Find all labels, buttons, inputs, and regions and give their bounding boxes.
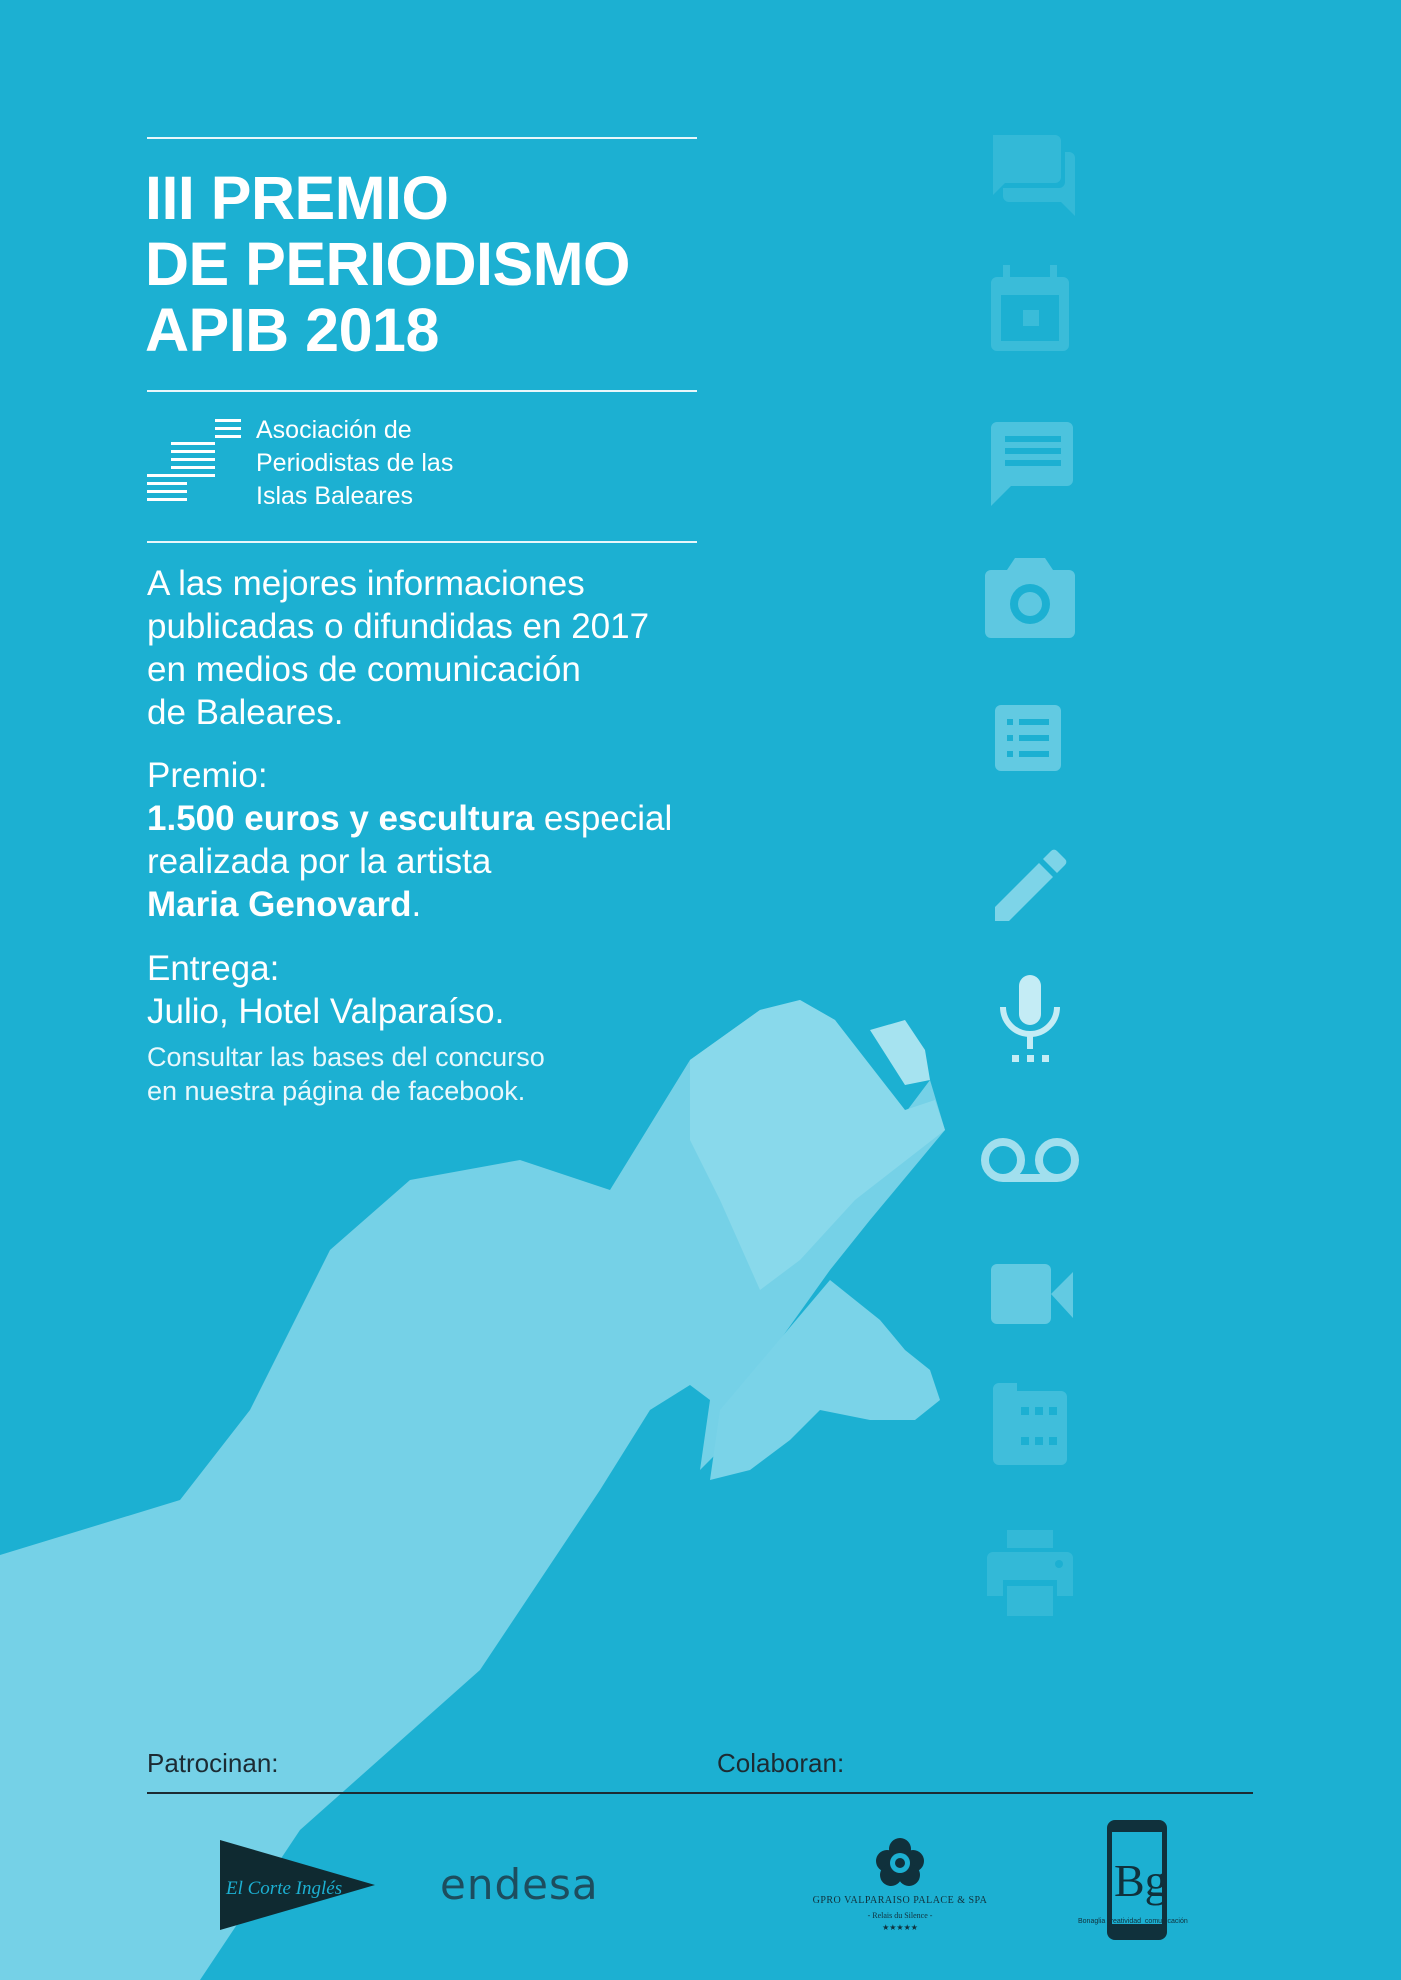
prize-line-3: realizada por la artista (147, 842, 492, 881)
note-line-2: en nuestra página de facebook. (147, 1076, 526, 1106)
icon-column (975, 120, 1125, 1640)
hotel-stars: ★★★★★ (882, 1923, 918, 1932)
el-corte-ingles-logo (220, 1840, 375, 1930)
list-icon (975, 695, 1085, 805)
printer-icon (975, 1530, 1085, 1640)
video-camera-icon (975, 1240, 1085, 1350)
footer-rule (147, 1792, 1253, 1794)
endesa-logo: endesa (440, 1860, 599, 1909)
microphone-icon (975, 975, 1085, 1085)
delivery-value: Julio, Hotel Valparaíso. (147, 992, 505, 1031)
rules-note (147, 1040, 545, 1108)
prize-line-2 (147, 797, 672, 840)
association-name (256, 414, 453, 513)
association-line-1: Asociación de (256, 416, 412, 444)
association-logo (147, 419, 242, 509)
association-line-3: Islas Baleares (256, 482, 414, 510)
prize-line-4 (147, 883, 672, 926)
title-line-3: APIB 2018 (145, 296, 439, 364)
note-line-1: Consultar las bases del concurso (147, 1042, 545, 1072)
hotel-name: GPRO VALPARAISO PALACE & SPA (812, 1895, 988, 1906)
intro-line-4: de Baleares. (147, 693, 344, 732)
intro-line-1: A las mejores informaciones (147, 564, 585, 603)
title-rule (147, 390, 697, 392)
association-rule (147, 541, 697, 543)
prize-amount: 1.500 euros y escultura (147, 799, 535, 838)
hand-illustration (0, 990, 960, 1980)
sponsors-label: Patrocinan: (147, 1748, 279, 1778)
page-title (145, 165, 630, 363)
calendar-icon (975, 265, 1085, 375)
collaborators-label: Colaboran: (717, 1748, 845, 1778)
camera-icon (975, 550, 1085, 660)
voicemail-icon (975, 1110, 1085, 1220)
chat-bubbles-icon (975, 120, 1085, 230)
hotel-emblem-icon (873, 1835, 927, 1889)
prize-after-amount: especial (534, 799, 673, 838)
intro-line-2: publicadas o difundidas en 2017 (147, 607, 650, 646)
title-line-1: III PREMIO (145, 164, 449, 232)
el-corte-ingles-text: El Corte Inglés (226, 1878, 343, 1899)
intro-line-3: en medios de comunicación (147, 650, 581, 689)
delivery-section (147, 947, 504, 1033)
prize-label: Premio: (147, 756, 268, 795)
bonaglia-logo (1080, 1818, 1200, 1948)
top-rule (147, 137, 697, 139)
message-icon (975, 410, 1085, 520)
title-line-2: DE PERIODISMO (145, 230, 630, 298)
prize-artist-end: . (411, 885, 422, 924)
delivery-label: Entrega: (147, 949, 280, 988)
prize-section (147, 754, 672, 926)
prize-artist: Maria Genovard (147, 885, 412, 924)
association-line-2: Periodistas de las (256, 449, 454, 477)
film-icon (975, 1375, 1085, 1485)
intro-text (147, 562, 649, 734)
hotel-valparaiso-logo (800, 1835, 1000, 1945)
hotel-sub: - Relais du Silence - (867, 1911, 933, 1920)
pencil-icon (975, 835, 1085, 945)
bonaglia-mark: Bg (1114, 1855, 1168, 1906)
bonaglia-caption: Bonaglia creatividad_comunicación (1078, 1918, 1188, 1925)
